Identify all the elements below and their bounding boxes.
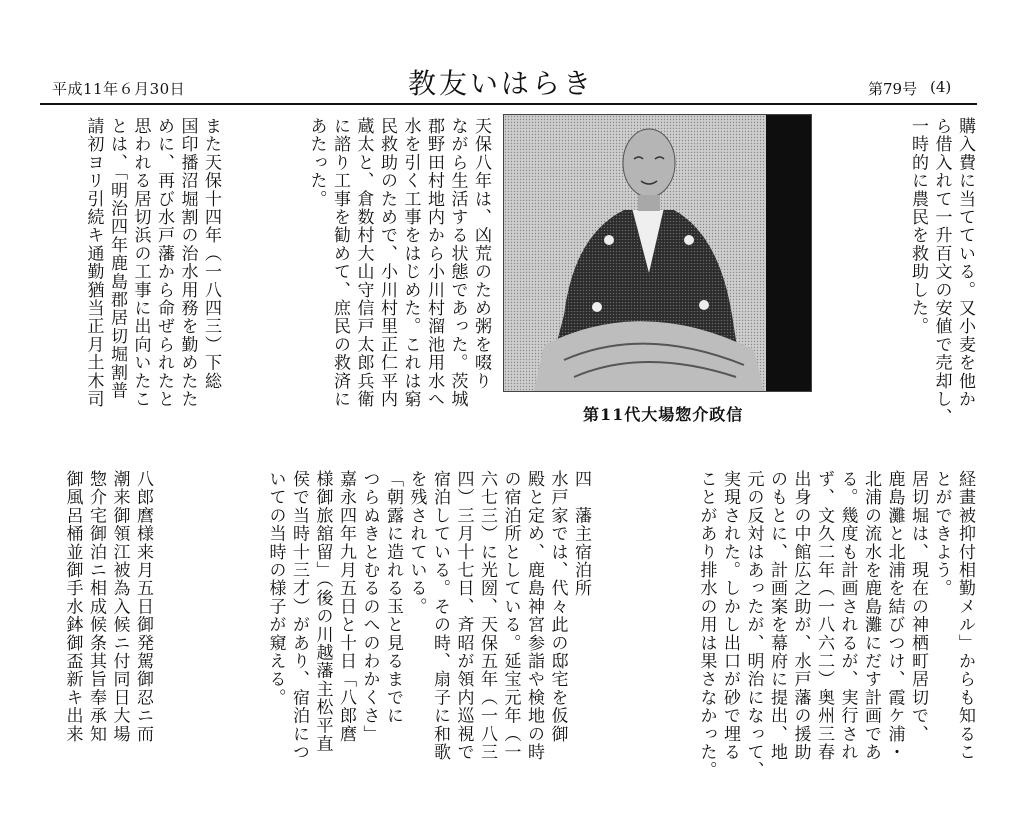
page-number: (4) bbox=[930, 78, 952, 96]
text-line: 思われる居切浜の工事に出向いたこ bbox=[130, 117, 151, 409]
text-line: 四）三月十七日、斉昭が領内巡視で bbox=[453, 470, 474, 762]
text-line: 居切堀は、現在の神栖町居切で、 bbox=[908, 470, 928, 743]
text-line: 郡野田村地内から小川村溜池用水へ bbox=[424, 117, 444, 409]
text-line: 侯で当時十三才）があり、宿泊につ bbox=[289, 470, 309, 762]
text-line: 殿と定め、鹿島神宮参詣や検地の時 bbox=[524, 470, 544, 762]
newsletter-title: 教友いはらき bbox=[408, 67, 595, 100]
text-line: 天保八年は、凶荒のため粥を啜り bbox=[471, 117, 491, 390]
text-line: ながら生活する状態であった。茨城 bbox=[447, 117, 468, 409]
text-block-top-right bbox=[880, 117, 976, 442]
text-line: 経畫被抑付相勤メル」からも知るこ bbox=[955, 470, 975, 762]
text-line: ことがあり排水の用は果さなかった。 bbox=[696, 470, 717, 780]
portrait-figure-image bbox=[504, 115, 811, 391]
text-line: 嘉永四年九月五日と十日「八郎麿 bbox=[336, 470, 356, 743]
text-line: 元の反対はあったが、明治になって、 bbox=[743, 470, 764, 780]
text-line: あたった。 bbox=[306, 117, 327, 208]
text-block-bottom-right bbox=[600, 470, 976, 810]
header-rule bbox=[40, 103, 977, 105]
text-line: つらぬきとむるのへのわかくさ」 bbox=[359, 470, 380, 743]
text-block-top-left bbox=[42, 117, 222, 442]
text-line: また天保十四年（一八四三）下総 bbox=[201, 117, 221, 390]
text-line: ら借入れて一升百文の安値で売却し、 bbox=[931, 117, 952, 427]
text-line: 惣介宅御泊ニ相成候条其旨奉承知 bbox=[86, 470, 106, 743]
text-line: 潮来御領江被為入候ニ付同日大場 bbox=[109, 470, 130, 743]
text-line: 民救助のためで、小川村里正仁平内 bbox=[377, 117, 397, 409]
text-line: ず、文久二年（一八六二）奥州三春 bbox=[814, 470, 834, 762]
text-line: 購入費に当てている。又小麦を他か bbox=[955, 117, 975, 409]
issue-date: 平成11年６月30日 bbox=[52, 80, 186, 98]
photo-caption: 第11代大場惣介政信 bbox=[583, 405, 744, 424]
text-line: 出身の中館広之助が、水戸藩の援助 bbox=[790, 470, 811, 762]
text-line: 鹿島灘と北浦を結びつけ、霞ケ浦・ bbox=[884, 470, 905, 762]
text-line: 実現された。しかし出口が砂で埋る bbox=[720, 470, 740, 762]
portrait-photo bbox=[503, 114, 812, 392]
text-line: 北浦の流水を鹿島灘にだす計画であ bbox=[861, 470, 881, 762]
text-block-bottom-middle bbox=[160, 470, 592, 810]
text-line: とは、「明治四年鹿島郡居切堀割普 bbox=[107, 117, 127, 400]
issue-number: 第79号 bbox=[868, 80, 918, 98]
text-line: 請初ヨリ引続キ通勤猶当正月土木司 bbox=[83, 117, 104, 409]
text-line: いての当時の様子が窺える。 bbox=[265, 470, 286, 707]
text-line: 「朝露に造れる玉と見るまでに bbox=[383, 470, 403, 725]
text-line: とができよう。 bbox=[931, 470, 952, 598]
text-line: 六七三）に光圀、天保五年（一八三 bbox=[477, 470, 497, 762]
text-line: 一時的に農民を救助した。 bbox=[908, 117, 928, 336]
text-line: めに、再び水戸藩から命ぜられたと bbox=[154, 117, 174, 409]
text-line: を残されている。 bbox=[406, 470, 427, 616]
text-line: に諮り工事を勧めて、庶民の救済に bbox=[330, 117, 350, 409]
text-line: 御風呂桶並御手水鉢御盃新キ出来 bbox=[62, 470, 83, 743]
text-line: る。幾度も計画されるが、実行され bbox=[837, 470, 858, 762]
text-line: 水を引く工事をはじめた。これは窮 bbox=[400, 117, 421, 409]
page-header bbox=[0, 0, 1024, 110]
text-line: の宿泊所としている。延宝元年（一 bbox=[500, 470, 521, 762]
text-line: 様御旅舘留」（後の川越藩主松平直 bbox=[312, 470, 333, 753]
text-line: 国印播沼堀割の治水用務を勤めたた bbox=[177, 117, 198, 409]
text-block-bottom-left bbox=[42, 470, 154, 810]
text-line: 宿泊している。その時、扇子に和歌 bbox=[430, 470, 450, 762]
text-line: 八郎麿様来月五日御発駕御忍ニ而 bbox=[133, 470, 153, 743]
text-block-top-middle bbox=[230, 117, 492, 442]
text-line: 四 藩主宿泊所 bbox=[571, 470, 591, 598]
text-line: 水戸家では、代々此の邸宅を仮御 bbox=[547, 470, 568, 743]
text-line: 蔵太と、倉数村大山守信戸太郎兵衛 bbox=[353, 117, 374, 409]
text-line: のもとに、計画案を幕府に提出、地 bbox=[767, 470, 787, 762]
